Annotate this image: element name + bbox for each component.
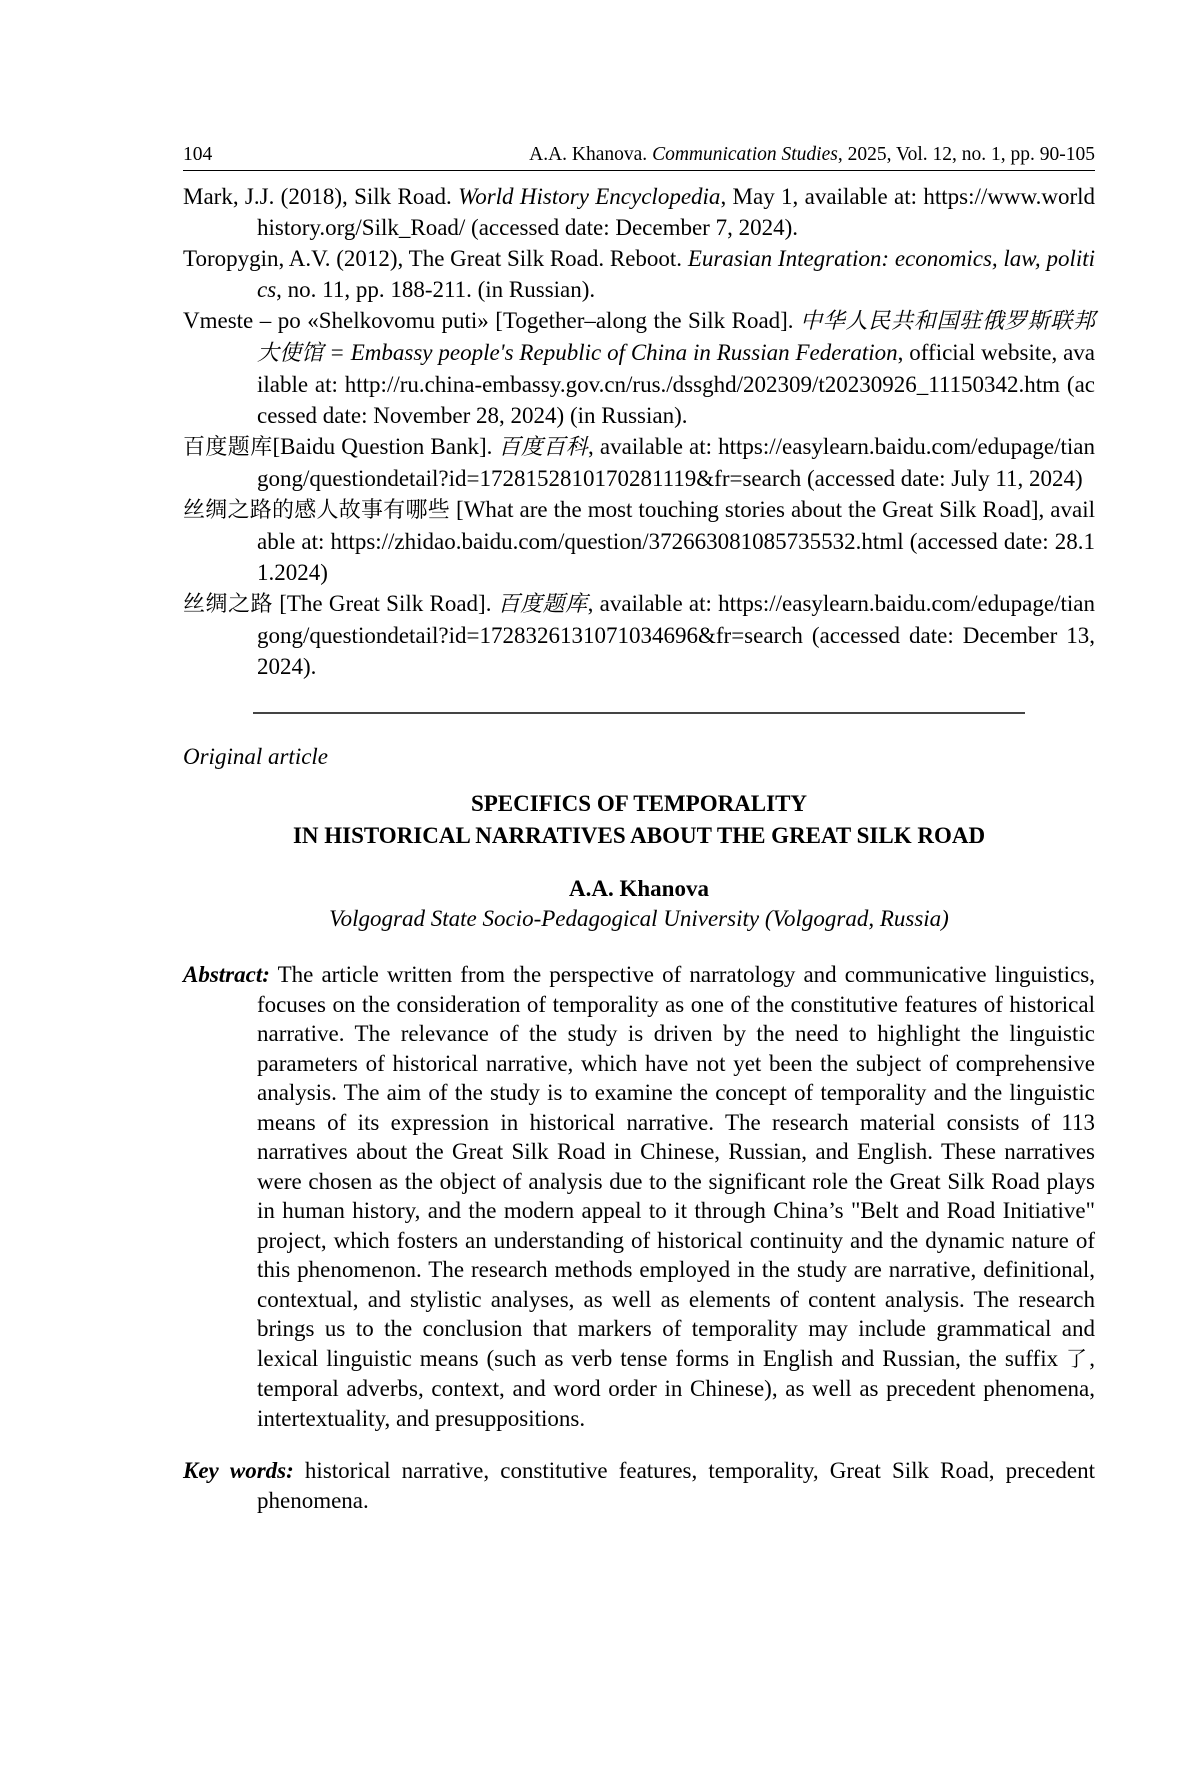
running-header: [183, 143, 1095, 171]
author-affiliation: Volgograd State Socio-Pedagogical University (Volgograd, Russia): [329, 906, 949, 931]
running-head: [529, 143, 1095, 167]
author-name: A.A. Khanova: [569, 876, 709, 901]
keywords: Key words: historical narrative, constitutive features, temporality, Great Silk Road, precedent phenomena.: [183, 1458, 1095, 1513]
article-title: SPECIFICS OF TEMPORALITY IN HISTORICAL NARRATIVES ABOUT THE GREAT SILK ROAD: [292, 791, 986, 848]
reference-item: Vmeste – po «Shelkovomu puti» [Together–along the Silk Road]. 中华人民共和国驻俄罗斯联邦大使馆 = Embassy people's Republic of China in Russian Federation, official website, available at: http://ru.china-embassy.gov.cn/rus./dssghd/202309/t20230926_11150342.htm (accessed date: November 28, 2024) (in Russian).: [183, 308, 1095, 428]
abstract-label: Abstract:: [183, 962, 270, 987]
page-number: 104: [183, 144, 213, 165]
reference-list: [183, 181, 1095, 682]
running-head-author: A.A. Khanova.: [529, 144, 648, 165]
running-head-details: , 2025, Vol. 12, no. 1, pp. 90-105: [837, 144, 1095, 165]
reference-item: Toropygin, A.V. (2012), The Great Silk Road. Reboot. Eurasian Integration: economics, law, politics, no. 11, pp. 188-211. (in Russian).: [183, 246, 1095, 302]
reference-item: 丝绸之路 [The Great Silk Road]. 百度题库, available at: https://easylearn.baidu.com/edupage/tiangong/questiondetail?id=1728326131071034696&fr=search (accessed date: December 13, 2024).: [183, 591, 1095, 679]
article-type-label: Original article: [183, 744, 329, 769]
running-head-journal: Communication Studies: [652, 144, 838, 165]
journal-page: [183, 143, 1095, 1538]
reference-item: 百度题库[Baidu Question Bank]. 百度百科, available at: https://easylearn.baidu.com/edupage/tiangong/questiondetail?id=1728152810170281119&fr=search (accessed date: July 11, 2024): [183, 434, 1095, 491]
abstract: Abstract: The article written from the perspective of narratology and communicative linguistics, focuses on the consideration of temporality as one of the constitutive features of historical narrative. The relevance of the study is driven by the need to highlight the linguistic parameters of historical narrative, which have not yet been the subject of comprehensive analysis. The aim of the study is to examine the concept of temporality and the linguistic means of its expression in historical narrative. The research material consists of 113 narratives about the Great Silk Road in Chinese, Russian, and English. These narratives were chosen as the object of analysis due to the significant role the Great Silk Road plays in human history, and the modern appeal to it through China’s "Belt and Road Initiative" project, which fosters an understanding of historical continuity and the dynamic nature of this phenomenon. The research methods employed in the study are narrative, definitional, contextual, and stylistic analyses, as well as elements of content analysis. The research brings us to the conclusion that markers of temporality may include grammatical and lexical linguistic means (such as verb tense forms in English and Russian, the suffix 了, temporal adverbs, context, and word order in Chinese), as well as precedent phenomena, intertextuality, and presuppositions.: [183, 962, 1095, 1431]
reference-item: 丝绸之路的感人故事有哪些 [What are the most touching stories about the Great Silk Road], available at: https://zhidao.baidu.com/question/372663081085735532.html (accessed date: 28.11.2024): [183, 497, 1095, 585]
section-divider: [253, 712, 1025, 714]
keywords-label: Key words:: [183, 1458, 294, 1483]
reference-item: Mark, J.J. (2018), Silk Road. World History Encyclopedia, May 1, available at: https://www.worldhistory.org/Silk_Road/ (accessed date: December 7, 2024).: [183, 184, 1095, 240]
